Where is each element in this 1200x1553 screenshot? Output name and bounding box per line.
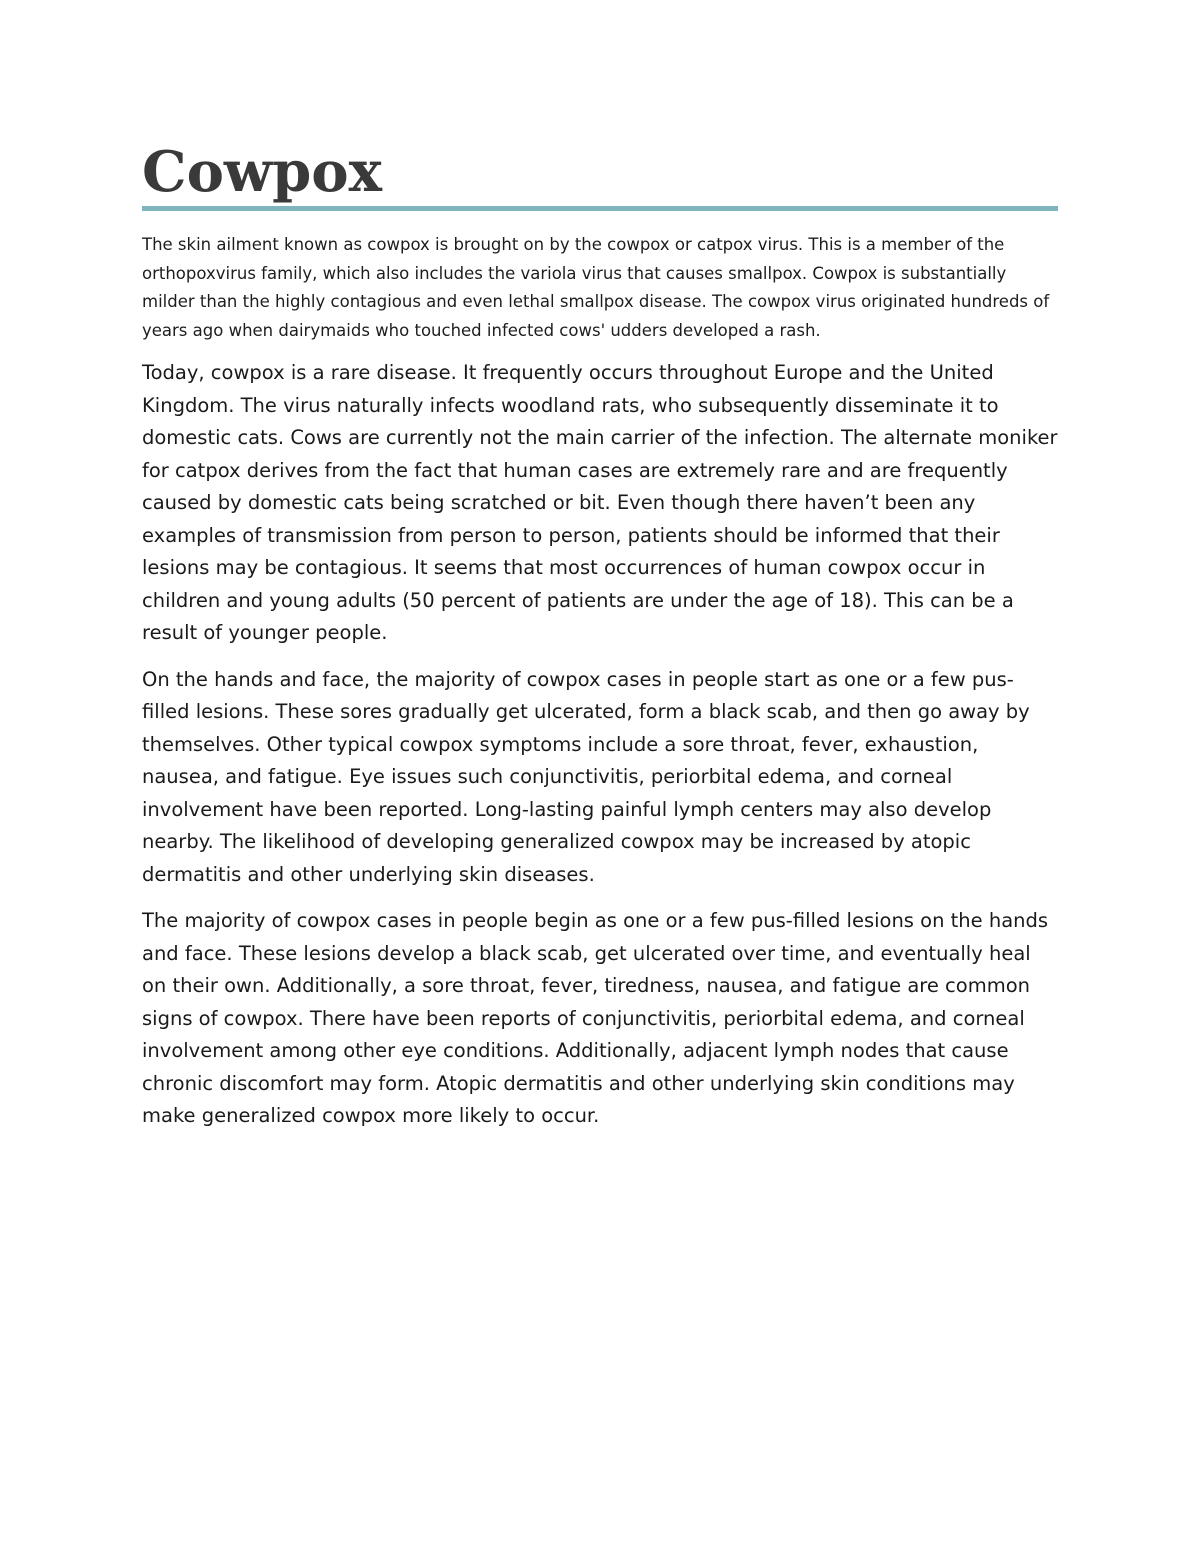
body-paragraph-2: On the hands and face, the majority of cowpox cases in people start as one or a few pus-filled lesions. These sores gradually get ulcerated, form a black scab, and then go away by themselves. Other typical cowpox symptoms include a sore throat, fever, exhaustion, nausea, and fatigue. Eye issues such conjunctivitis, periorbital edema, and corneal involvement have been reported. Long-lasting painful lymph centers may also develop nearby. The likelihood of developing generalized cowpox may be increased by atopic dermatitis and other underlying skin diseases. [142,667,1030,886]
intro-paragraph: The skin ailment known as cowpox is brought on by the cowpox or catpox virus. This is a member of the orthopoxvirus family, which also includes the variola virus that causes smallpox. Cowpox is substantially milder than the highly contagious and even lethal smallpox disease. The cowpox virus originated hundreds of years ago when dairymaids who touched infected cows' udders developed a rash. [142,235,1050,340]
body-paragraph-3: The majority of cowpox cases in people begin as one or a few pus-filled lesions on the hands and face. These lesions develop a black scab, get ulcerated over time, and eventually heal on their own. Additionally, a sore throat, fever, tiredness, nausea, and fatigue are common signs of cowpox. There have been reports of conjunctivitis, periorbital edema, and corneal involvement among other eye conditions. Additionally, adjacent lymph nodes that cause chronic discomfort may form. Atopic dermatitis and other underlying skin conditions may make generalized cowpox more likely to occur. [142,909,1049,1127]
document-title: Cowpox [142,139,383,205]
body-paragraph-1: Today, cowpox is a rare disease. It frequently occurs throughout Europe and the United Kingdom. The virus naturally infects woodland rats, who subsequently disseminate it to domestic cats. Cows are currently not the main carrier of the infection. The alternate moniker for catpox derives from the fact that human cases are extremely rare and are frequently caused by domestic cats being scratched or bit. Even though there haven’t been any examples of transmission from person to person, patients should be informed that their lesions may be contagious. It seems that most occurrences of human cowpox occur in children and young adults (50 percent of patients are under the age of 18). This can be a result of younger people. [142,361,1058,644]
title-underline-rule [142,206,1058,211]
document-content [142,138,1060,1147]
